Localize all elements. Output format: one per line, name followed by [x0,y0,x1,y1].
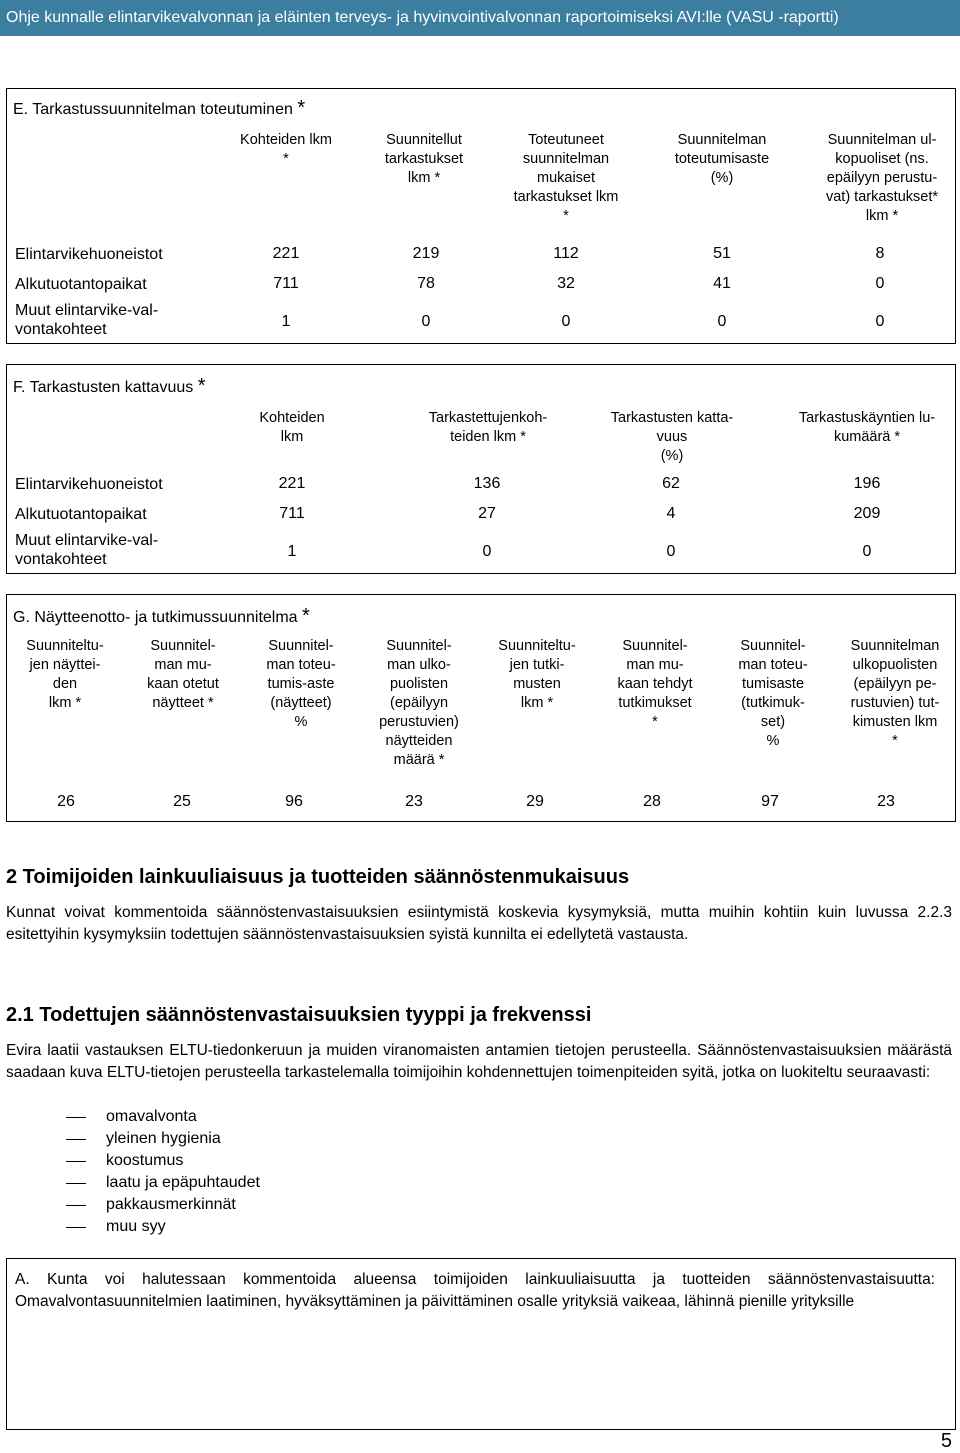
f-row-2-label: Alkutuotantopaikat [15,506,147,523]
section-f-title: F. Tarkastusten kattavuus * [13,375,206,397]
dash-icon [66,1205,86,1206]
g-value: 29 [526,793,544,810]
list-item: muu syy [66,1216,260,1238]
e-row-2-value: 41 [713,275,731,292]
e-col-4-header: Suunnitelman toteutumisaste (%) [674,132,770,186]
f-row-3-value: 0 [862,543,872,560]
g-col-5-header: Suunniteltu- jen tutki- musten lkm * [498,638,576,711]
e-row-2-value: 32 [557,275,575,292]
g-col-4-header: Suunnitel- man ulko- puolisten (epäilyyn perustuvien) näytteiden määrä * [379,638,459,768]
g-value: 26 [57,793,75,810]
f-row-3-label: Muut elintarvike-val- vontakohteet [15,532,159,568]
list-item: laatu ja epäpuhtaudet [66,1172,260,1194]
e-row-3-value: 0 [561,313,571,330]
dash-icon [66,1183,86,1184]
e-row-1-value: 51 [713,245,731,262]
f-row-1-value: 62 [662,475,680,492]
f-row-1-value: 196 [853,475,881,492]
e-col-5-header: Suunnitelman ul- kopuoliset (ns. epäilyyn perustu- vat) tarkastukset* lkm * [825,132,938,224]
list-item: pakkausmerkinnät [66,1194,260,1216]
g-value: 96 [285,793,303,810]
section-g-table [6,594,956,822]
f-row-3-value: 0 [666,543,676,560]
e-row-1-label: Elintarvikehuoneistot [15,246,163,263]
comment-box [6,1258,956,1430]
e-row-3-label: Muut elintarvike-val- vontakohteet [15,302,159,338]
g-value: 28 [643,793,661,810]
f-row-3-value: 1 [287,543,297,560]
list-item: koostumus [66,1150,260,1172]
e-row-1-value: 8 [875,245,885,262]
section-2-1-paragraph: Evira laatii vastauksen ELTU-tiedonkeruun ja muiden viranomaisten antamien tietojen perusteella. Säännöstenvastaisuuksien määrästä saadaan kuva ELTU-tietojen perusteella tarkastelemalla toimijoihin kohdennettujen toimenpiteiden syitä, jotka on luokiteltu seuraavasti: [6,1042,952,1081]
e-row-3-value: 1 [281,313,291,330]
e-col-1-header: Kohteiden lkm * [240,132,332,167]
dash-icon [66,1139,86,1140]
g-col-8-header: Suunnitelman ulkopuolisten (epäilyyn pe- rustuvien) tut- kimusten lkm * [850,638,940,749]
cause-list [66,1106,260,1238]
e-row-1-value: 219 [412,245,440,262]
f-row-2-value: 4 [666,505,676,522]
g-col-7-header: Suunnitel- man toteu- tumisaste (tutkimuk- set) % [738,638,808,749]
page-number: 5 [940,1430,952,1452]
e-row-1-value: 221 [272,245,300,262]
f-row-2-value: 27 [478,505,496,522]
document-header-title: Ohje kunnalle elintarvikevalvonnan ja eläinten terveys- ja hyvinvointivalvonnan raportoimiseksi AVI:lle (VASU -raportti) [6,9,839,26]
e-col-2-header: Suunnitellut tarkastukset lkm * [384,132,464,186]
f-row-1-value: 221 [278,475,306,492]
section-g-title: G. Näytteenotto- ja tutkimussuunnitelma * [13,605,310,627]
e-row-3-value: 0 [421,313,431,330]
section-e-title: E. Tarkastussuunnitelman toteutuminen * [13,97,306,119]
e-row-2-value: 0 [875,275,885,292]
g-value: 25 [173,793,191,810]
e-row-1-value: 112 [553,245,579,262]
f-col-4-header: Tarkastuskäyntien lu- kumäärä * [798,410,936,445]
dash-icon [66,1117,86,1118]
section-2-1-heading: 2.1 Todettujen säännöstenvastaisuuksien tyyppi ja frekvenssi [6,1004,592,1026]
section-f-table [6,364,956,574]
section-2-paragraph: Kunnat voivat kommentoida säännöstenvastaisuuksien esiintymistä koskevia kysymyksiä, mutta muihin kohtiin kuin luvussa 2.2.3 esitettyihin kysymyksiin todettujen säännöstenvastaisuuksien syistä kunnilta ei edellytetä vastausta. [6,904,952,943]
dash-icon [66,1161,86,1162]
e-row-3-value: 0 [875,313,885,330]
list-item: yleinen hygienia [66,1128,260,1150]
f-row-1-value: 136 [473,475,501,492]
g-col-1-header: Suunniteltu- jen näyttei- den lkm * [26,638,104,711]
g-value: 97 [761,793,779,810]
f-col-1-header: Kohteiden lkm [259,410,325,445]
f-col-3-header: Tarkastusten katta- vuus (%) [610,410,734,464]
e-row-2-value: 711 [273,275,299,292]
g-value: 23 [405,793,423,810]
f-row-1-label: Elintarvikehuoneistot [15,476,163,493]
section-2-heading: 2 Toimijoiden lainkuuliaisuus ja tuotteiden säännöstenmukaisuus [6,866,630,888]
f-col-2-header: Tarkastettujenkoh- teiden lkm * [428,410,548,445]
g-col-2-header: Suunnitel- man mu- kaan otetut näytteet * [147,638,219,711]
dash-icon [66,1227,86,1228]
comment-text: A. Kunta voi halutessaan kommentoida alueensa toimijoiden lainkuuliaisuutta ja tuotteiden säännöstenvastaisuutta: Omavalvontasuunnitelmien laatiminen, hyväksyttäminen ja päivittäminen osalle yrityksiä vaikeaa, lähinnä pienille yrityksille [15,1271,935,1310]
e-col-3-header: Toteutuneet suunnitelman mukaiset tarkastukset lkm * [513,132,619,224]
g-col-6-header: Suunnitel- man mu- kaan tehdyt tutkimukset * [617,638,693,730]
f-row-2-value: 209 [853,505,881,522]
e-row-3-value: 0 [717,313,727,330]
f-row-3-value: 0 [482,543,492,560]
f-row-2-value: 711 [279,505,305,522]
list-item: omavalvonta [66,1106,260,1128]
g-value: 23 [877,793,895,810]
e-row-2-value: 78 [417,275,435,292]
g-col-3-header: Suunnitel- man toteu- tumis-aste (näytteet) % [266,638,336,730]
section-e-table [6,88,956,344]
document-header [0,0,960,36]
e-row-2-label: Alkutuotantopaikat [15,276,147,293]
